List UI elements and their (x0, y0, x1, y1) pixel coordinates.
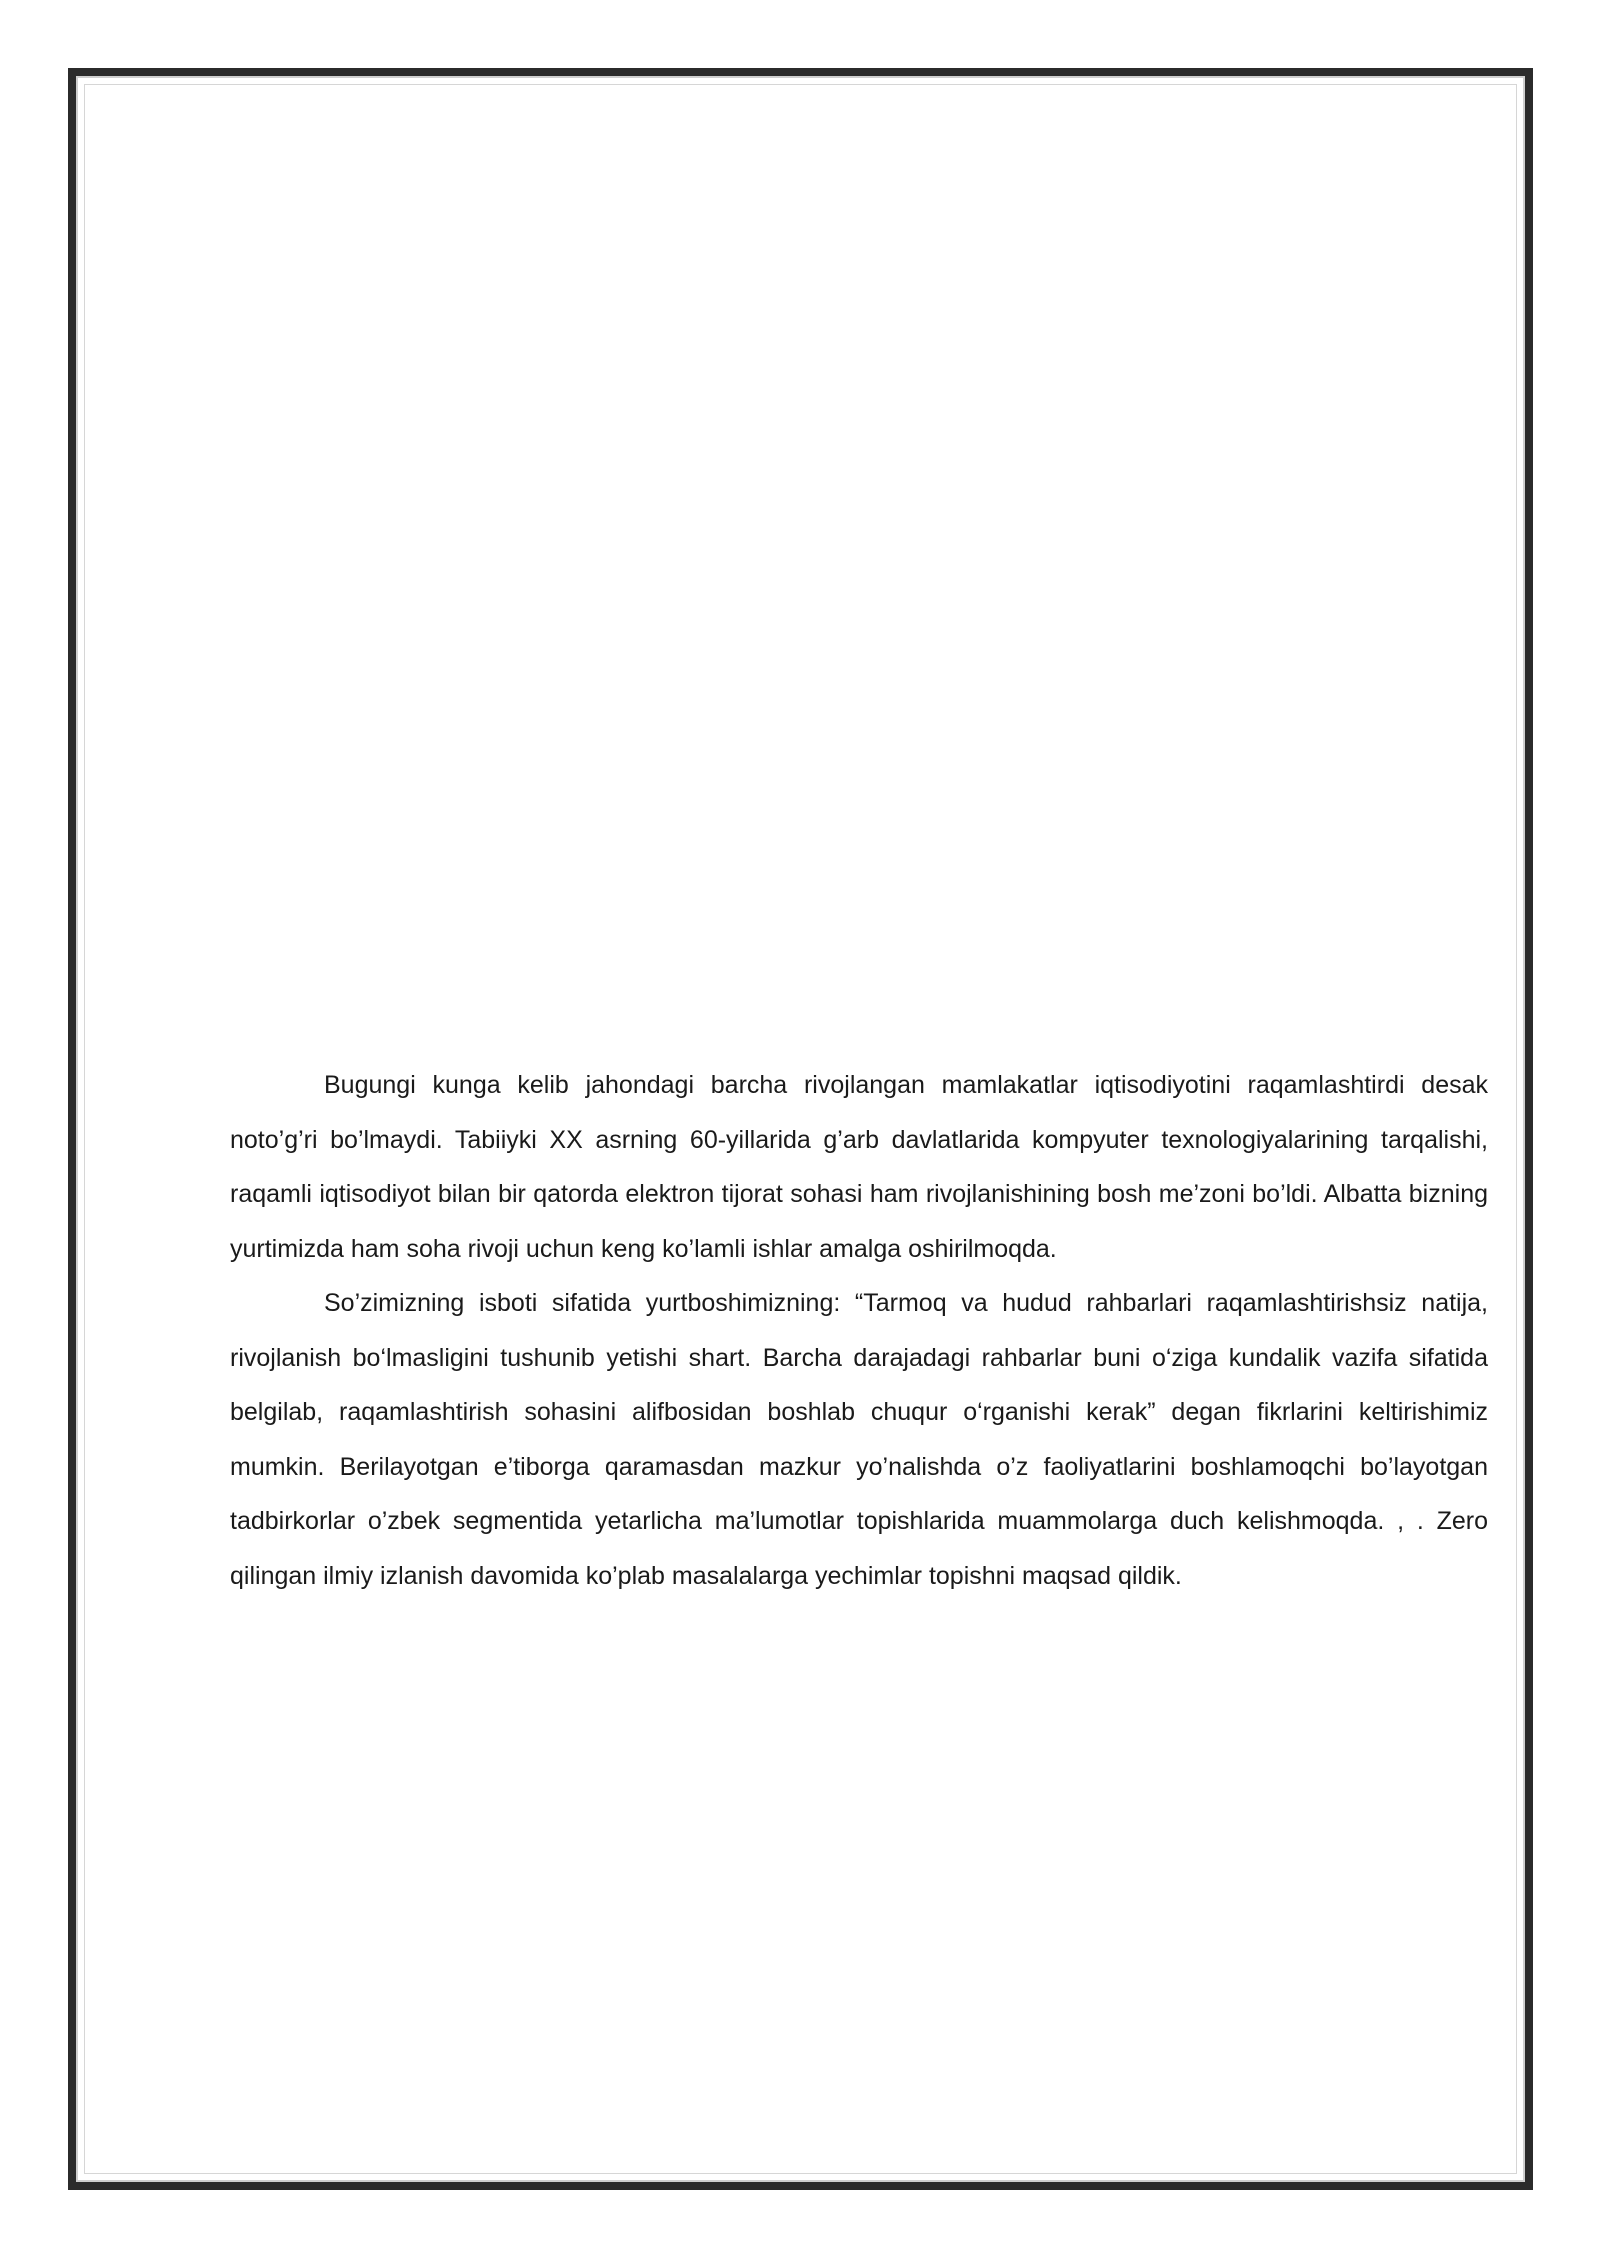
paragraph-1: Bugungi kunga kelib jahondagi barcha rivojlangan mamlakatlar iqtisodiyotini raqamlashtirdi desak noto’g’ri bo’lmaydi. Tabiiyki XX asrning 60-yillarida g’arb davlatlarida kompyuter texnologiyalarining tarqalishi, raqamli iqtisodiyot bilan bir qatorda elektron tijorat sohasi ham rivojlanishining bosh me’zoni bo’ldi. Albatta bizning yurtimizda ham soha rivoji uchun keng ko’lamli ishlar amalga oshirilmoqda. (230, 1071, 1488, 1263)
paragraph-2: So’zimizning isboti sifatida yurtboshimizning: “Tarmoq va hudud rahbarlari raqamlashtirishsiz natija, rivojlanish bo‘lmasligini tushunib yetishi shart. Barcha darajadagi rahbarlar buni o‘ziga kundalik vazifa sifatida belgilab, raqamlashtirish sohasini alifbosidan boshlab chuqur o‘rganishi kerak” degan fikrlarini keltirishimiz mumkin. Berilayotgan e’tiborga qaramasdan mazkur yo’nalishda o’z faoliyatlarini boshlamoqchi bo’layotgan tadbirkorlar o’zbek segmentida yetarlicha ma’lumotlar topishlarida muammolarga duch kelishmoqda. , . Zero qilingan ilmiy izlanish davomida ko’plab masalalarga yechimlar topishni maqsad qildik. (230, 1289, 1488, 1590)
body-text (230, 1058, 1488, 1603)
